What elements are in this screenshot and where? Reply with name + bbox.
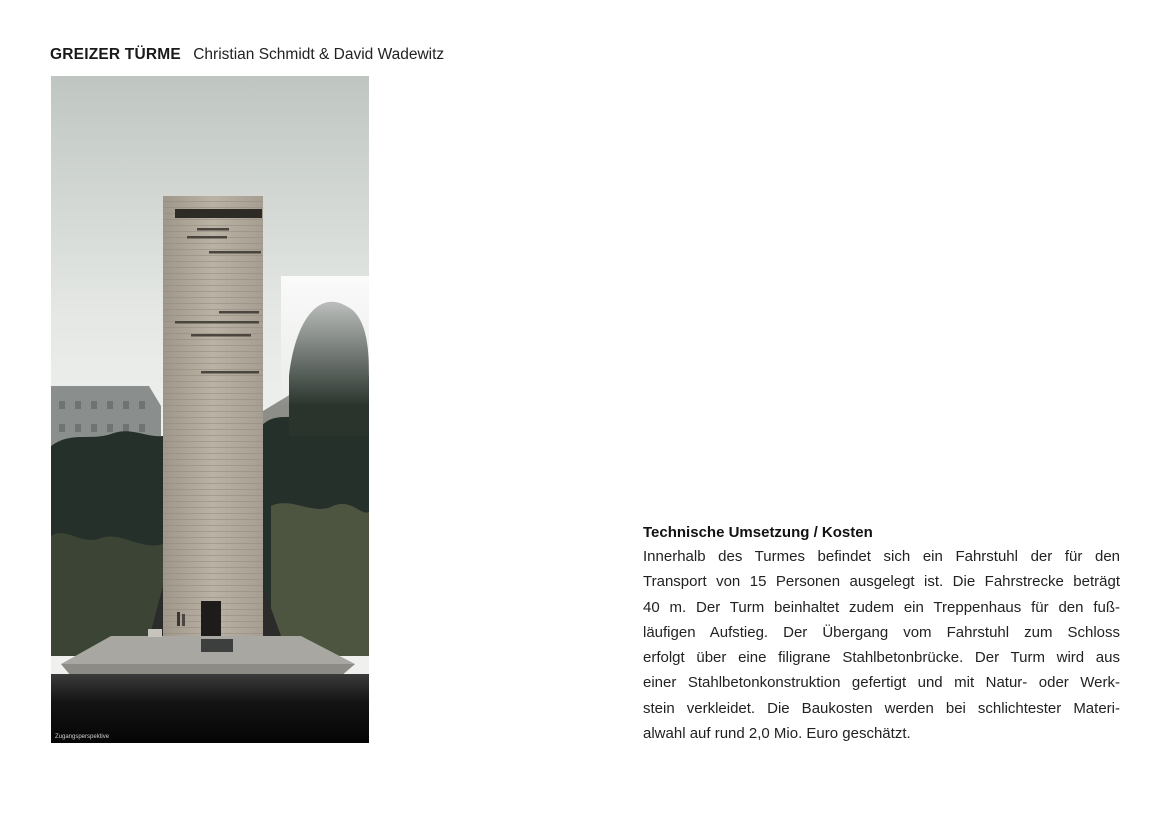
page-header	[50, 46, 444, 64]
body-text-line: stein verkleidet. Die Baukosten werden bei schlichtester Materi-	[643, 699, 1120, 717]
technical-section	[643, 522, 1120, 746]
body-text-line: einer Stahlbetonkonstruktion gefertigt und mit Natur- oder Werk-	[643, 674, 1120, 692]
body-text-line: läufigen Aufstieg. Der Übergang vom Fahrstuhl zum Schloss	[643, 623, 1120, 641]
section-heading: Technische Umsetzung / Kosten	[643, 524, 873, 541]
project-authors: Christian Schmidt & David Wadewitz	[193, 46, 445, 63]
project-title: GREIZER TÜRME	[50, 46, 181, 63]
tower-rendering-image	[51, 76, 369, 743]
tower-rendering-illustration	[51, 76, 369, 743]
body-text-line: alwahl auf rund 2,0 Mio. Euro geschätzt.	[643, 725, 911, 743]
body-text-line: Innerhalb des Turmes befindet sich ein Fahrstuhl der für den	[643, 548, 1120, 565]
body-text-line: Transport von 15 Personen ausgelegt ist. Die Fahrstrecke beträgt	[643, 573, 1120, 591]
body-text-line: 40 m. Der Turm beinhaltet zudem ein Treppenhaus für den fuß-	[643, 598, 1120, 616]
body-text-line: erfolgt über eine filigrane Stahlbetonbrücke. Der Turm wird aus	[643, 649, 1120, 667]
figure-caption: Zugangsperspektive	[55, 734, 110, 740]
